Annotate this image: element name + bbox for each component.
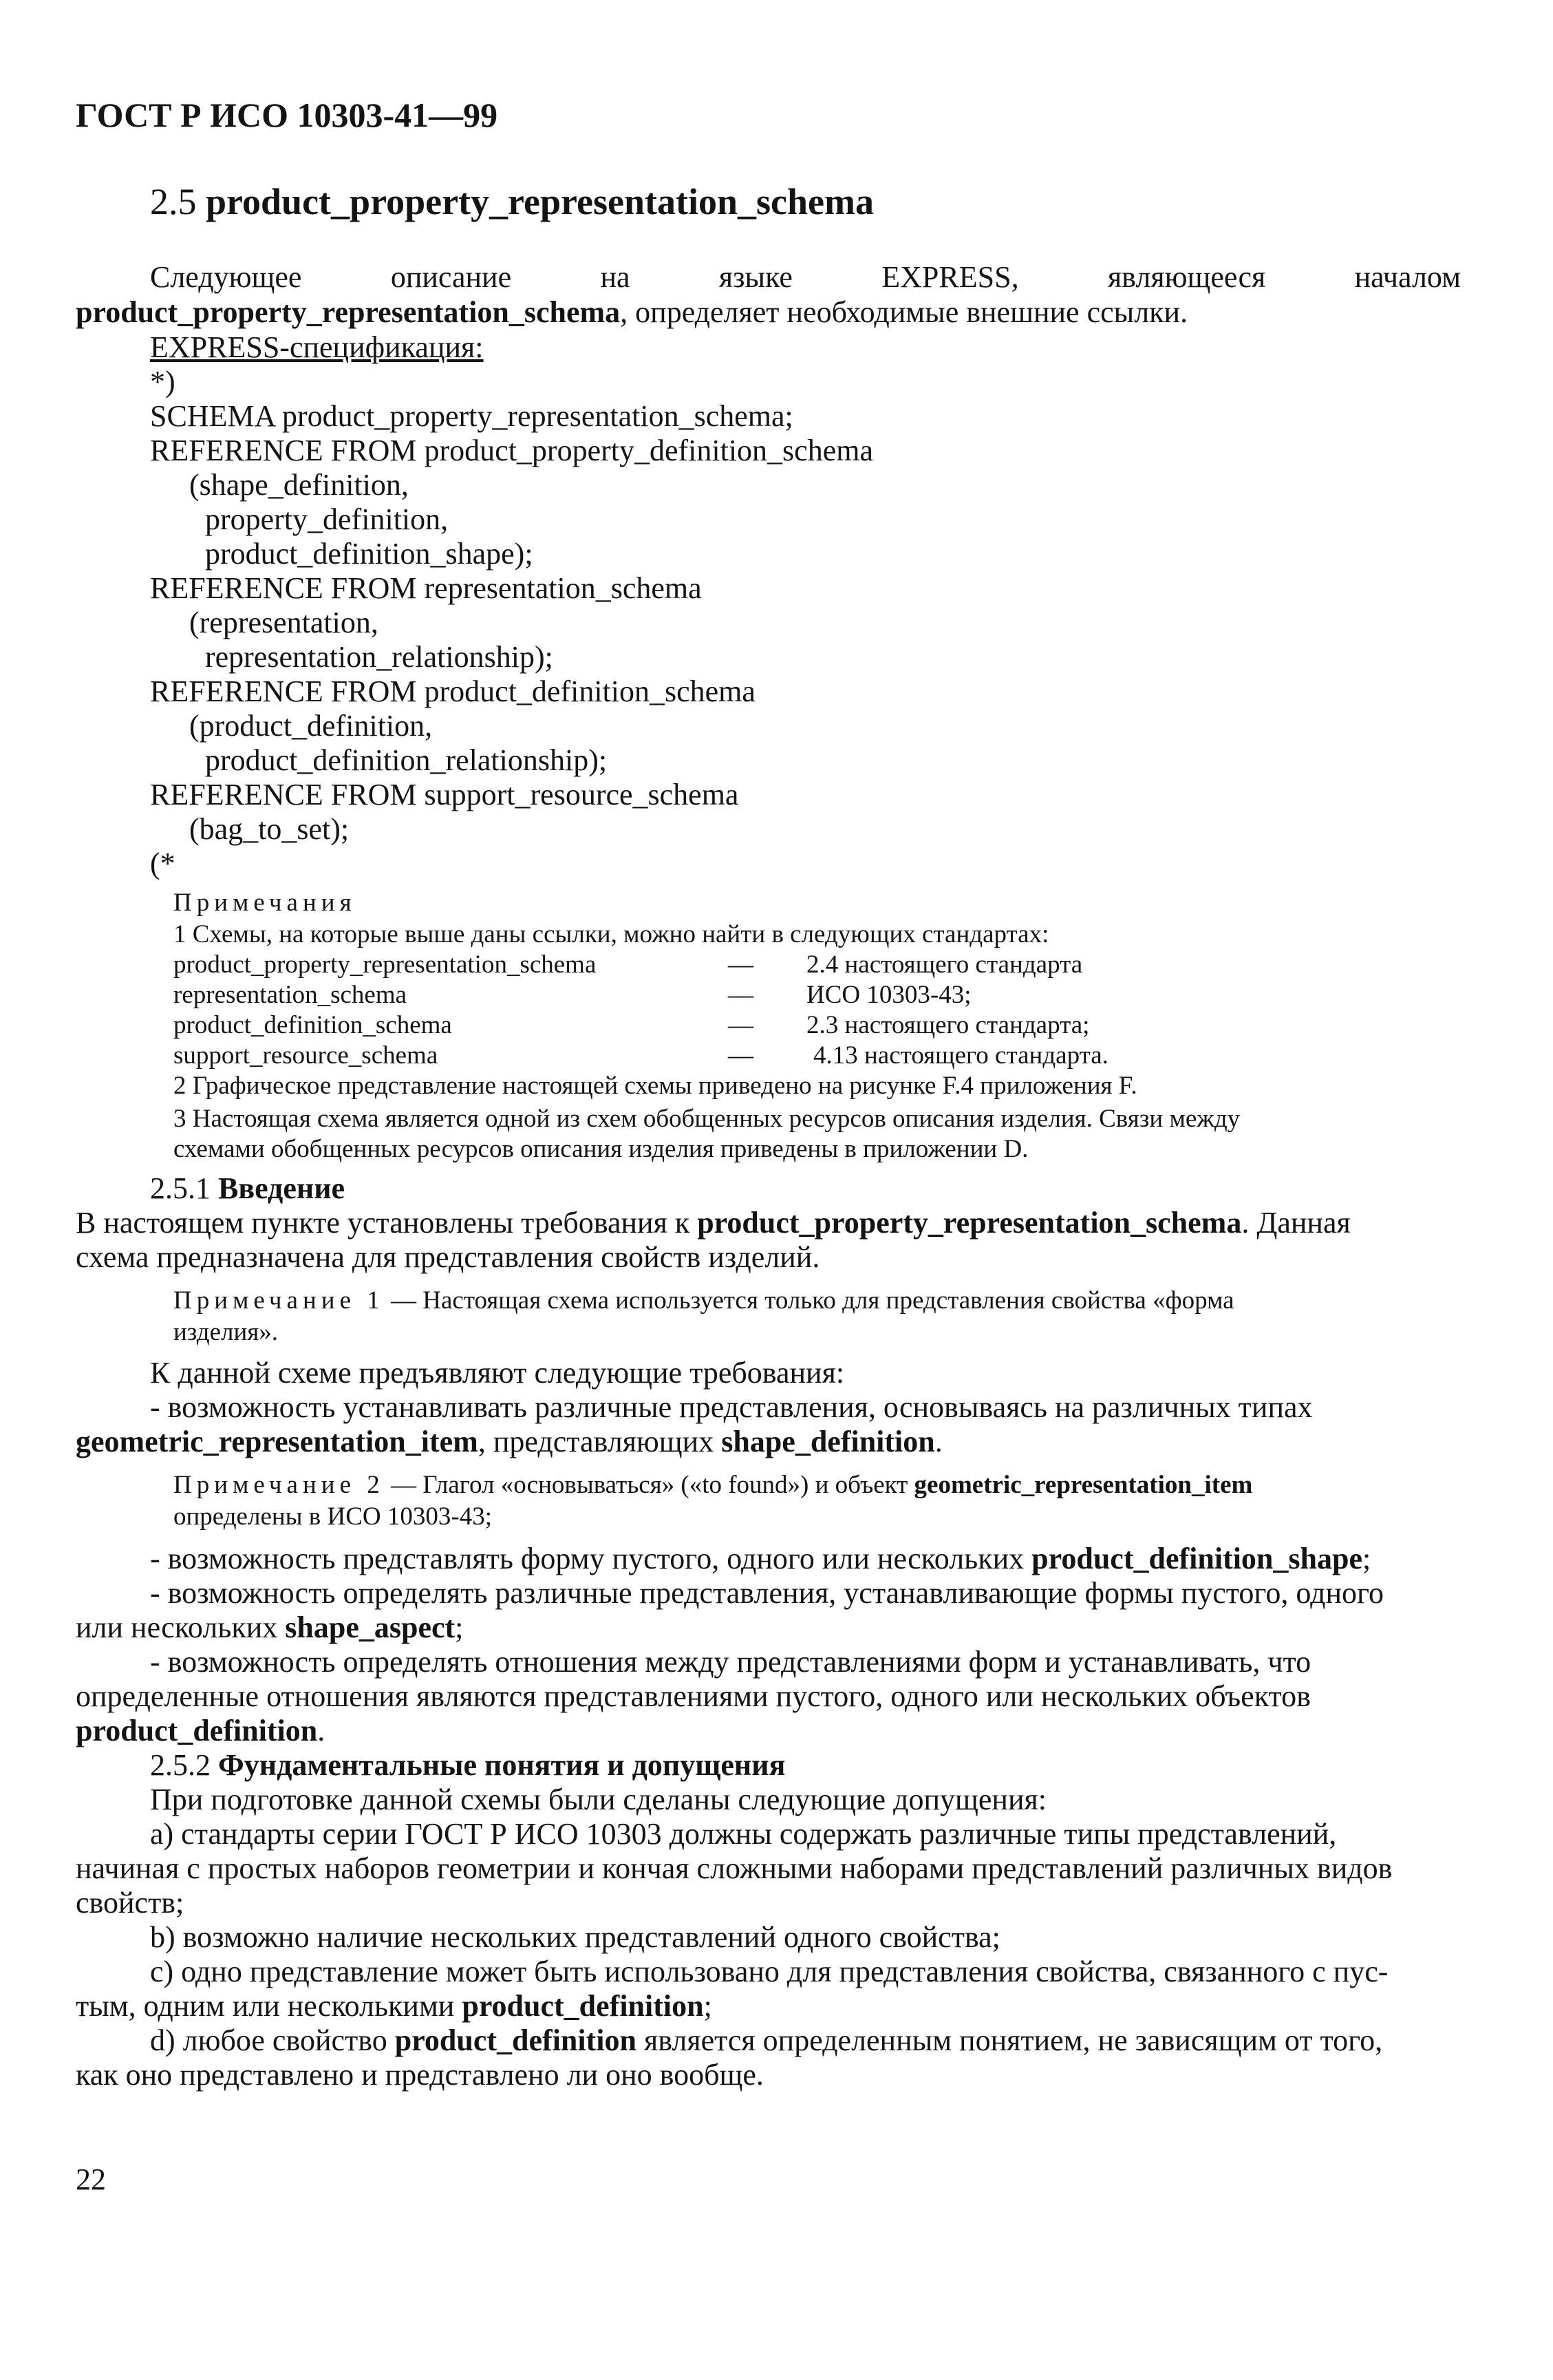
text: — Настоящая схема используется только для представления свойства «форма bbox=[384, 1286, 1234, 1315]
text: d) любое свойство bbox=[150, 2023, 395, 2057]
s251-note-2-line-2: определены в ИСО 10303-43; bbox=[173, 1502, 492, 1531]
entity-name: geometric_representation_item bbox=[914, 1471, 1253, 1499]
requirement-1-line-1: - возможность устанавливать различные представления, основываясь на различных типах bbox=[150, 1390, 1313, 1424]
entity-name: geometric_representation_item bbox=[76, 1425, 478, 1458]
text: ; bbox=[1362, 1542, 1371, 1575]
subsection-heading-2-5-2 bbox=[150, 1748, 785, 1783]
code-line: REFERENCE FROM support_resource_schema bbox=[150, 778, 739, 811]
notes-heading: Примечания bbox=[173, 889, 356, 917]
s251-note-1-line-1 bbox=[173, 1286, 1234, 1316]
ref-dash: — bbox=[728, 1041, 753, 1070]
text: ; bbox=[455, 1611, 464, 1644]
entity-name: product_definition bbox=[394, 2023, 636, 2057]
assumption-b: b) возможно наличие нескольких представлений одного свойства; bbox=[150, 1920, 1000, 1954]
code-line: representation_relationship); bbox=[205, 640, 553, 674]
note-2: 2 Графическое представление настоящей схемы приведено на рисунке F.4 приложения F. bbox=[173, 1072, 1137, 1100]
requirement-4-line-2: определенные отношения являются представлениями пустого, одного или нескольких объектов bbox=[76, 1679, 1311, 1713]
text: - возможность представлять форму пустого, одного или нескольких bbox=[150, 1542, 1032, 1575]
assumption-a-line-3: свойств; bbox=[76, 1886, 184, 1920]
entity-name: product_definition_shape bbox=[1031, 1542, 1362, 1575]
text: . bbox=[317, 1714, 325, 1747]
word: являющееся bbox=[1107, 260, 1266, 294]
word: Следующее bbox=[150, 260, 302, 294]
text: . bbox=[934, 1425, 943, 1458]
code-line: REFERENCE FROM product_property_definition_schema bbox=[150, 434, 873, 467]
code-line: product_definition_relationship); bbox=[205, 743, 608, 777]
assumption-a-line-2: начиная с простых наборов геометрии и кончая сложными наборами представлений различных видов bbox=[76, 1851, 1393, 1885]
requirements-intro: К данной схеме предъявляют следующие требования: bbox=[150, 1356, 845, 1390]
code-line: (shape_definition, bbox=[189, 468, 409, 502]
text: . Данная bbox=[1241, 1206, 1351, 1240]
ref-where: 2.4 настоящего стандарта bbox=[806, 950, 1083, 979]
requirement-4-line-3 bbox=[76, 1714, 325, 1748]
entity-name: product_definition bbox=[76, 1714, 318, 1747]
ref-dash: — bbox=[728, 981, 753, 1009]
word: EXPRESS, bbox=[881, 260, 1019, 294]
word: языке bbox=[718, 260, 793, 294]
text: тым, одним или несколькими bbox=[76, 1989, 462, 2023]
ref-dash: — bbox=[728, 1011, 753, 1039]
assumption-a-line-1: а) стандарты серии ГОСТ Р ИСО 10303 должны содержать различные типы представлений, bbox=[150, 1817, 1337, 1851]
subsection-title: Введение bbox=[218, 1171, 345, 1205]
requirement-4-line-1: - возможность определять отношения между представлениями форм и устанавливать, что bbox=[150, 1645, 1311, 1679]
assumption-d-line-1 bbox=[150, 2023, 1382, 2058]
subsection-title: Фундаментальные понятия и допущения bbox=[218, 1748, 786, 1782]
word: на bbox=[600, 260, 630, 294]
page-number: 22 bbox=[76, 2163, 106, 2196]
ref-schema: product_property_representation_schema bbox=[173, 950, 597, 979]
requirement-3-line-2 bbox=[76, 1611, 463, 1645]
entity-name: product_definition bbox=[462, 1989, 704, 2023]
assumption-c-line-2 bbox=[76, 1989, 712, 2023]
requirement-1-line-2 bbox=[76, 1425, 943, 1459]
subsection-heading-2-5-1 bbox=[150, 1171, 345, 1206]
section-number: 2.5 bbox=[150, 181, 206, 222]
text: — Глагол «основываться» («to found») и объект bbox=[384, 1471, 914, 1499]
entity-name: shape_definition bbox=[721, 1425, 935, 1458]
code-line: REFERENCE FROM product_definition_schema bbox=[150, 674, 756, 708]
text: является определенным понятием, не зависящим от того, bbox=[636, 2023, 1383, 2057]
text: или нескольких bbox=[76, 1611, 286, 1644]
note-label: Примечание 1 bbox=[173, 1286, 385, 1315]
intro-line-1 bbox=[150, 260, 1461, 295]
s251-para-line-2: схема предназначена для представления свойств изделий. bbox=[76, 1240, 820, 1274]
s251-note-1-line-2: изделия». bbox=[173, 1318, 279, 1346]
ref-schema: support_resource_schema bbox=[173, 1041, 438, 1070]
note-label: Примечание 2 bbox=[173, 1471, 385, 1499]
schema-name: product_property_representation_schema bbox=[697, 1206, 1242, 1240]
subsection-number: 2.5.2 bbox=[150, 1748, 218, 1782]
requirement-2 bbox=[150, 1542, 1371, 1576]
entity-name: shape_aspect bbox=[285, 1611, 456, 1644]
intro-line-2 bbox=[76, 295, 1188, 330]
ref-schema: representation_schema bbox=[173, 981, 407, 1009]
word: началом bbox=[1354, 260, 1461, 294]
note-3-line-2: схемами обобщенных ресурсов описания изделия приведены в приложении D. bbox=[173, 1135, 1029, 1163]
code-line: (bag_to_set); bbox=[189, 812, 350, 846]
spec-label: EXPRESS-спецификация: bbox=[150, 330, 484, 364]
ref-dash: — bbox=[728, 950, 753, 979]
text: ; bbox=[703, 1989, 712, 2023]
code-line: SCHEMA product_property_representation_schema; bbox=[150, 399, 793, 433]
ref-where: ИСО 10303-43; bbox=[806, 981, 972, 1009]
code-line: REFERENCE FROM representation_schema bbox=[150, 571, 702, 605]
code-line: (* bbox=[150, 847, 175, 880]
ref-where: 2.3 настоящего стандарта; bbox=[806, 1011, 1090, 1039]
note-3-line-1: 3 Настоящая схема является одной из схем обобщенных ресурсов описания изделия. Связи между bbox=[173, 1105, 1241, 1133]
code-line: (product_definition, bbox=[189, 709, 433, 743]
intro-text: , определяет необходимые внешние ссылки. bbox=[620, 295, 1188, 329]
ref-schema: product_definition_schema bbox=[173, 1011, 452, 1039]
schema-name: product_property_representation_schema bbox=[76, 295, 621, 329]
assumption-d-line-2: как оно представлено и представлено ли оно вообще. bbox=[76, 2058, 764, 2092]
section-heading bbox=[150, 180, 874, 223]
text: В настоящем пункте установлены требования к bbox=[76, 1206, 698, 1240]
code-line: (representation, bbox=[189, 606, 378, 639]
subsection-number: 2.5.1 bbox=[150, 1171, 218, 1205]
note-1: 1 Схемы, на которые выше даны ссылки, можно найти в следующих стандартах: bbox=[173, 920, 1049, 948]
requirement-3-line-1: - возможность определять различные представления, устанавливающие формы пустого, одного bbox=[150, 1576, 1384, 1610]
code-line: product_definition_shape); bbox=[205, 537, 533, 571]
text: , представляющих bbox=[478, 1425, 722, 1458]
ref-where: 4.13 настоящего стандарта. bbox=[813, 1041, 1108, 1070]
document-header: ГОСТ Р ИСО 10303-41—99 bbox=[76, 96, 498, 134]
code-line: property_definition, bbox=[205, 502, 449, 536]
section-title: product_property_representation_schema bbox=[206, 181, 874, 222]
assumption-c-line-1: с) одно представление может быть использовано для представления свойства, связанного с пус- bbox=[150, 1955, 1389, 1988]
s251-note-2-line-1 bbox=[173, 1470, 1252, 1500]
s252-intro: При подготовке данной схемы были сделаны следующие допущения: bbox=[150, 1783, 1047, 1816]
code-line: *) bbox=[150, 365, 175, 399]
s251-para-line-1 bbox=[76, 1206, 1351, 1240]
word: описание bbox=[390, 260, 512, 294]
